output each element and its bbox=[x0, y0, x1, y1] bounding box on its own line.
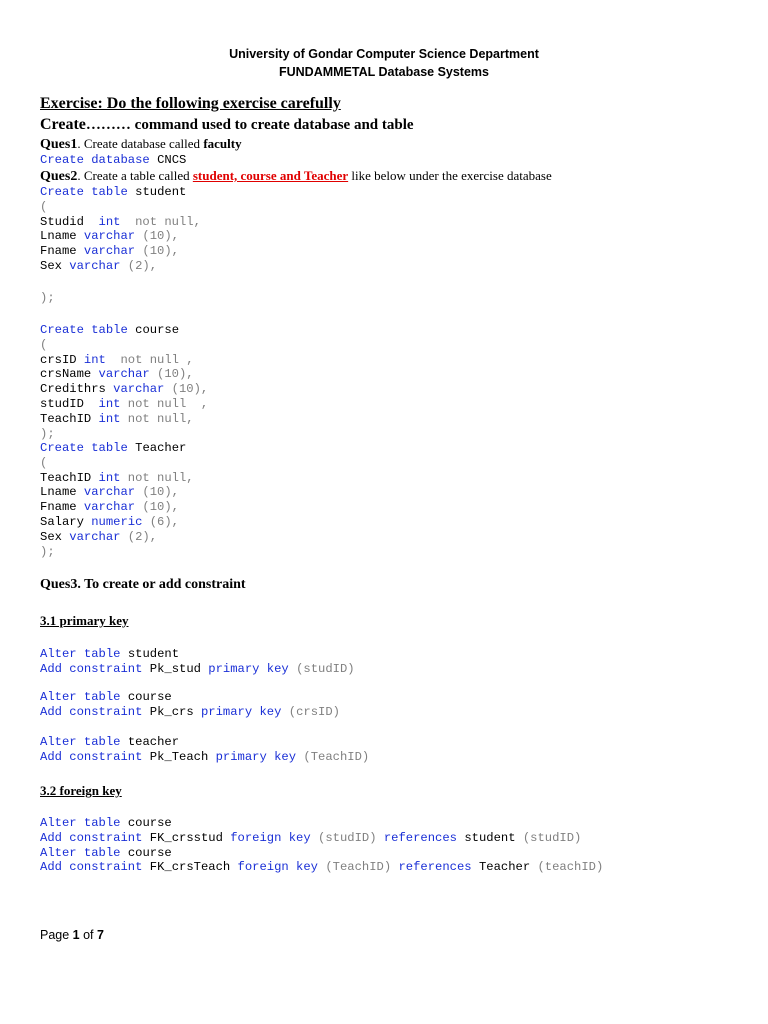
code-identifier: Teacher bbox=[478, 860, 531, 875]
code-keyword: table bbox=[91, 185, 128, 199]
code-keyword: varchar bbox=[98, 367, 150, 382]
code-keyword: table bbox=[83, 845, 121, 860]
code-column: (TeachID) bbox=[303, 749, 370, 764]
code-modifier: (10), bbox=[149, 367, 194, 382]
code-column: Fname bbox=[40, 500, 84, 515]
code-keyword: int bbox=[98, 396, 121, 411]
q1-bold: faculty bbox=[203, 136, 242, 151]
code-identifier: student bbox=[135, 185, 187, 199]
code-column: TeachID bbox=[40, 411, 99, 426]
code-modifier: not null , bbox=[120, 396, 209, 411]
code-keyword: table bbox=[91, 441, 128, 455]
create-line bbox=[40, 116, 414, 134]
q2-label: Ques2 bbox=[40, 169, 78, 184]
code-line: ); bbox=[40, 426, 55, 441]
code-keyword: table bbox=[83, 690, 121, 704]
code-keyword: int bbox=[98, 214, 121, 229]
code-column: Lname bbox=[40, 229, 84, 244]
code-keyword: Alter bbox=[40, 816, 77, 830]
code-line bbox=[40, 471, 194, 486]
code-column: TeachID bbox=[40, 470, 99, 485]
code-line bbox=[40, 244, 201, 259]
code-identifier: teacher bbox=[127, 735, 180, 749]
code-keyword: varchar bbox=[83, 229, 136, 244]
pk-block-teacher bbox=[40, 735, 369, 765]
code-line: ( bbox=[40, 455, 48, 470]
code-line bbox=[40, 485, 194, 500]
code-keyword: varchar bbox=[83, 244, 136, 259]
code-keyword: Add bbox=[40, 704, 62, 719]
code-column: Sex bbox=[40, 258, 70, 273]
code-keyword: table bbox=[83, 735, 121, 749]
code-line bbox=[40, 690, 340, 705]
code-column: (studID) bbox=[296, 661, 355, 676]
code-keyword: varchar bbox=[83, 485, 136, 500]
code-keyword: Alter bbox=[40, 735, 77, 749]
code-column: Sex bbox=[40, 529, 70, 544]
code-line bbox=[40, 397, 208, 412]
code-line bbox=[40, 229, 201, 244]
code-identifier: Pk_stud bbox=[149, 661, 201, 676]
code-keyword: constraint bbox=[69, 704, 143, 719]
code-keyword: Alter bbox=[40, 845, 77, 860]
code-identifier: course bbox=[127, 690, 172, 704]
pk-heading: 3.1 primary key bbox=[40, 613, 129, 628]
q1-code bbox=[40, 153, 186, 168]
code-keyword: Add bbox=[40, 830, 62, 845]
code-column: Salary bbox=[40, 514, 92, 529]
code-modifier: (10), bbox=[164, 382, 209, 397]
code-modifier: (6), bbox=[142, 514, 179, 529]
code-keyword: Create bbox=[40, 153, 84, 167]
code-identifier: student bbox=[127, 647, 180, 661]
code-line bbox=[40, 353, 208, 368]
code-line bbox=[40, 530, 194, 545]
code-line bbox=[40, 860, 603, 875]
code-block-teacher bbox=[40, 441, 194, 559]
footer-text: 1 bbox=[72, 928, 80, 942]
code-column: (crsID) bbox=[288, 704, 340, 719]
code-column: Lname bbox=[40, 485, 84, 500]
code-keyword: int bbox=[98, 470, 121, 485]
code-modifier: not null , bbox=[105, 352, 194, 367]
code-column: Fname bbox=[40, 244, 84, 259]
code-modifier: (10), bbox=[135, 229, 179, 244]
code-keyword: foreign key bbox=[230, 830, 311, 845]
q2-text: . Create a table called bbox=[77, 168, 193, 183]
code-line bbox=[40, 215, 201, 230]
code-column: Studid bbox=[40, 214, 99, 229]
code-keyword: table bbox=[83, 816, 121, 830]
code-keyword: primary key bbox=[200, 704, 282, 719]
code-identifier: student bbox=[464, 830, 516, 845]
code-keyword: references bbox=[383, 830, 457, 845]
code-line bbox=[40, 816, 603, 831]
q1-line bbox=[40, 136, 242, 153]
code-line bbox=[40, 735, 369, 750]
code-keyword: database bbox=[91, 153, 150, 167]
code-keyword: constraint bbox=[69, 830, 143, 845]
code-column: (studID) bbox=[522, 830, 582, 845]
code-column: crsID bbox=[40, 352, 84, 367]
code-column: studID bbox=[40, 396, 99, 411]
code-keyword: primary key bbox=[215, 749, 297, 764]
code-keyword: Add bbox=[40, 860, 62, 875]
q3-title: Ques3. To create or add constraint bbox=[40, 577, 246, 592]
code-identifier: CNCS bbox=[157, 153, 187, 167]
code-identifier: course bbox=[127, 845, 172, 860]
footer-text: 7 bbox=[97, 928, 104, 942]
code-line bbox=[40, 750, 369, 765]
header-course: FUNDAMMETAL Database Systems bbox=[278, 65, 489, 79]
code-keyword: varchar bbox=[69, 529, 121, 544]
code-line: ( bbox=[40, 199, 48, 214]
fk-heading: 3.2 foreign key bbox=[40, 783, 122, 798]
code-identifier: course bbox=[135, 323, 180, 337]
code-modifier: not null, bbox=[120, 470, 194, 485]
code-line bbox=[40, 515, 194, 530]
code-keyword: varchar bbox=[83, 500, 136, 515]
code-line: ( bbox=[40, 337, 48, 352]
code-identifier: FK_crsstud bbox=[149, 830, 223, 845]
code-modifier: not null, bbox=[120, 214, 201, 229]
code-line bbox=[40, 662, 355, 677]
code-keyword: int bbox=[83, 352, 106, 367]
code-line bbox=[40, 259, 201, 274]
code-line bbox=[40, 412, 208, 427]
code-line bbox=[40, 647, 355, 662]
code-modifier: (2), bbox=[120, 529, 158, 544]
q2-highlight: student, course and Teacher bbox=[192, 168, 349, 183]
create-word: Create bbox=[40, 116, 86, 133]
create-rest: ……… command used to create database and table bbox=[85, 117, 414, 133]
code-modifier: (10), bbox=[135, 244, 179, 259]
code-keyword: varchar bbox=[69, 258, 121, 273]
code-identifier: Pk_crs bbox=[149, 704, 194, 719]
code-column: (studID) bbox=[318, 830, 377, 845]
code-keyword: table bbox=[91, 323, 128, 337]
q2-line bbox=[40, 168, 552, 185]
code-keyword: foreign key bbox=[237, 860, 318, 875]
code-block-course bbox=[40, 323, 208, 441]
code-block-student bbox=[40, 185, 201, 274]
code-modifier: not null, bbox=[120, 411, 194, 426]
q1-label: Ques1 bbox=[40, 137, 78, 152]
fk-block bbox=[40, 816, 603, 875]
code-keyword: Add bbox=[40, 661, 62, 676]
code-keyword: Create bbox=[40, 323, 84, 337]
code-keyword: Alter bbox=[40, 647, 77, 661]
code-keyword: constraint bbox=[69, 661, 143, 676]
footer-text: of bbox=[79, 928, 97, 942]
code-line bbox=[40, 846, 603, 861]
code-column: (TeachID) bbox=[325, 860, 392, 875]
code-keyword: constraint bbox=[69, 749, 143, 764]
code-keyword: Add bbox=[40, 749, 62, 764]
code-modifier: (10), bbox=[135, 485, 179, 500]
code-identifier: Pk_Teach bbox=[149, 749, 209, 764]
code-keyword: Create bbox=[40, 441, 84, 455]
page-footer bbox=[40, 928, 104, 942]
code-line: ); bbox=[40, 291, 55, 305]
code-modifier: (2), bbox=[120, 258, 158, 273]
code-keyword: Create bbox=[40, 185, 84, 199]
code-line bbox=[40, 500, 194, 515]
code-line bbox=[40, 323, 208, 338]
code-line bbox=[40, 441, 194, 456]
code-line: ); bbox=[40, 544, 55, 559]
code-modifier: (10), bbox=[135, 500, 179, 515]
code-line bbox=[40, 705, 340, 720]
code-column: crsName bbox=[40, 367, 99, 382]
q1-text: . Create database called bbox=[77, 136, 204, 151]
header-university: University of Gondar Computer Science Department bbox=[229, 47, 539, 61]
pk-block-course bbox=[40, 690, 340, 720]
code-column: Credithrs bbox=[40, 382, 114, 397]
pk-block-student bbox=[40, 647, 355, 677]
code-identifier: FK_crsTeach bbox=[149, 860, 231, 875]
code-keyword: varchar bbox=[113, 382, 165, 397]
code-line bbox=[40, 831, 603, 846]
code-keyword: primary key bbox=[208, 661, 289, 676]
code-keyword: numeric bbox=[91, 514, 143, 529]
code-line bbox=[40, 382, 208, 397]
code-line bbox=[40, 367, 208, 382]
code-keyword: int bbox=[98, 411, 121, 426]
code-keyword: constraint bbox=[69, 860, 143, 875]
code-line bbox=[40, 185, 201, 200]
exercise-title: Exercise: Do the following exercise carefully bbox=[40, 95, 341, 112]
code-identifier: Teacher bbox=[135, 441, 187, 455]
q2-text2: like below under the exercise database bbox=[348, 168, 552, 183]
code-keyword: references bbox=[398, 860, 472, 875]
code-keyword: Alter bbox=[40, 690, 77, 704]
code-identifier: course bbox=[127, 816, 172, 830]
code-keyword: table bbox=[83, 647, 121, 661]
code-column: (teachID) bbox=[537, 860, 604, 875]
footer-text: Page bbox=[40, 928, 73, 942]
